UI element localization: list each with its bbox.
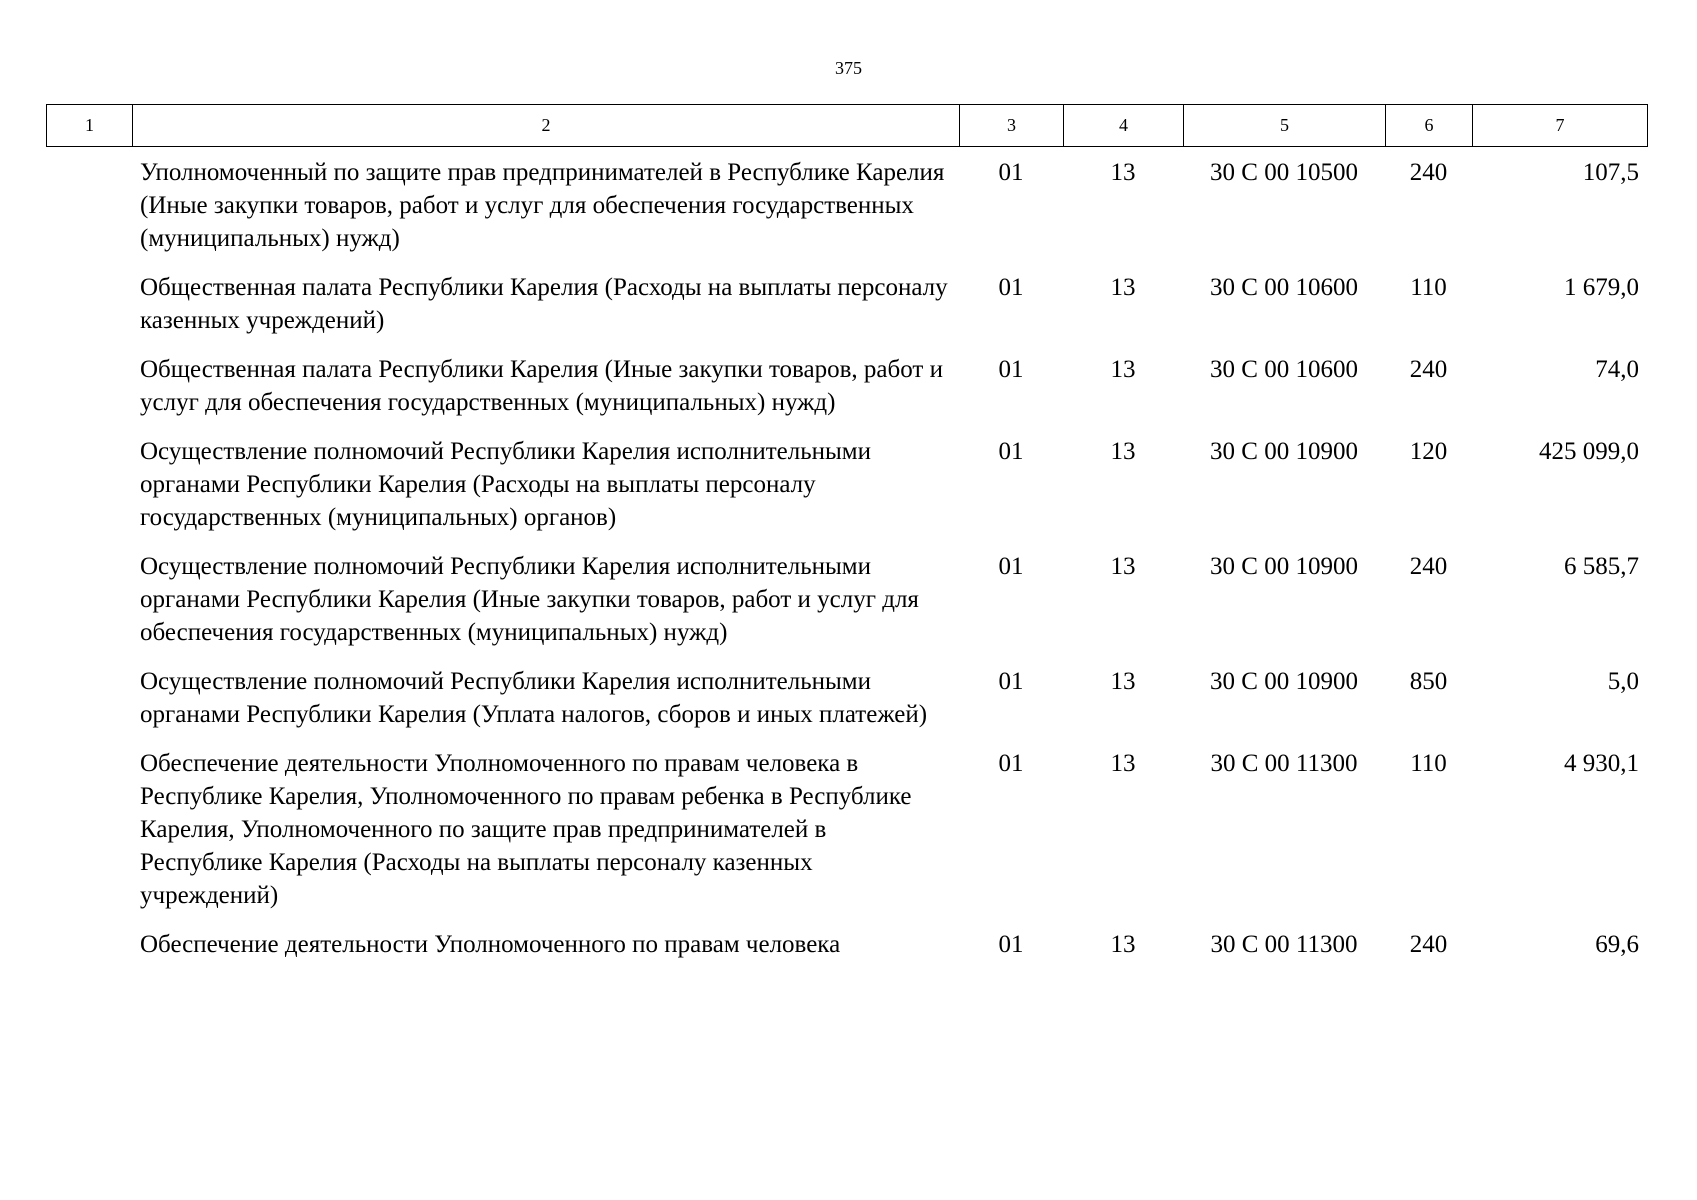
row-index-cell xyxy=(46,435,132,550)
table-row xyxy=(46,665,1647,747)
row-vr: 240 xyxy=(1409,159,1448,186)
row-index-cell xyxy=(46,156,132,271)
row-vr: 120 xyxy=(1409,438,1448,465)
table-row xyxy=(46,156,1647,271)
header-cell-1: 1 xyxy=(47,105,133,147)
row-rz: 01 xyxy=(998,668,1024,695)
header-cell-6: 6 xyxy=(1386,105,1473,147)
row-description: Осуществление полномочий Республики Карелия исполнительными органами Республики Карелия (Иные закупки товаров, работ и услуг для обеспечения государственных (муниципальных) нужд) xyxy=(140,553,919,646)
row-description: Общественная палата Республики Карелия (Расходы на выплаты персоналу казенных учреждений) xyxy=(140,274,948,334)
row-amount: 107,5 xyxy=(1582,159,1639,186)
row-amount: 69,6 xyxy=(1595,931,1639,958)
table-row xyxy=(46,271,1647,353)
row-amount: 1 679,0 xyxy=(1564,274,1639,301)
row-amount: 5,0 xyxy=(1607,668,1639,695)
row-description: Обеспечение деятельности Уполномоченного по правам человека в Республике Карелия, Уполномоченного по правам ребенка в Республике Карелия, Уполномоченного по защите прав предпринимателей в Республике Карелия (Расходы на выплаты персоналу казенных учреждений) xyxy=(140,750,912,909)
row-amount: 425 099,0 xyxy=(1539,438,1639,465)
row-index-cell xyxy=(46,271,132,353)
row-csr: 30 С 00 10500 xyxy=(1210,159,1358,186)
row-amount: 74,0 xyxy=(1595,356,1639,383)
row-pr: 13 xyxy=(1110,668,1136,695)
row-rz: 01 xyxy=(998,553,1024,580)
table-row xyxy=(46,928,1647,977)
row-vr: 240 xyxy=(1409,931,1448,958)
header-cell-4: 4 xyxy=(1064,105,1184,147)
table-row xyxy=(46,353,1647,435)
row-amount: 4 930,1 xyxy=(1564,750,1639,777)
header-cell-5: 5 xyxy=(1184,105,1386,147)
row-rz: 01 xyxy=(998,931,1024,958)
row-csr: 30 С 00 10900 xyxy=(1210,553,1358,580)
row-rz: 01 xyxy=(998,356,1024,383)
row-pr: 13 xyxy=(1110,553,1136,580)
row-pr: 13 xyxy=(1110,356,1136,383)
table-body xyxy=(46,156,1647,977)
row-csr: 30 С 00 11300 xyxy=(1210,931,1358,958)
row-description: Осуществление полномочий Республики Карелия исполнительными органами Республики Карелия (Уплата налогов, сборов и иных платежей) xyxy=(140,668,928,728)
row-csr: 30 С 00 11300 xyxy=(1210,750,1358,777)
row-description: Уполномоченный по защите прав предпринимателей в Республике Карелия (Иные закупки товаров, работ и услуг для обеспечения государственных (муниципальных) нужд) xyxy=(140,159,945,252)
row-rz: 01 xyxy=(998,750,1024,777)
header-cell-3: 3 xyxy=(960,105,1064,147)
row-vr: 110 xyxy=(1410,274,1447,301)
row-vr: 240 xyxy=(1409,553,1448,580)
row-csr: 30 С 00 10900 xyxy=(1210,668,1358,695)
row-description: Обеспечение деятельности Уполномоченного по правам человека xyxy=(140,931,841,958)
row-pr: 13 xyxy=(1110,931,1136,958)
row-rz: 01 xyxy=(998,438,1024,465)
row-rz: 01 xyxy=(998,159,1024,186)
header-row xyxy=(47,105,1648,147)
row-pr: 13 xyxy=(1110,750,1136,777)
row-vr: 850 xyxy=(1409,668,1448,695)
row-pr: 13 xyxy=(1110,438,1136,465)
row-rz: 01 xyxy=(998,274,1024,301)
row-vr: 240 xyxy=(1409,356,1448,383)
row-csr: 30 С 00 10600 xyxy=(1210,356,1358,383)
row-index-cell xyxy=(46,928,132,977)
row-index-cell xyxy=(46,665,132,747)
row-amount: 6 585,7 xyxy=(1564,553,1639,580)
table-row xyxy=(46,435,1647,550)
row-index-cell xyxy=(46,353,132,435)
row-vr: 110 xyxy=(1410,750,1447,777)
row-description: Общественная палата Республики Карелия (Иные закупки товаров, работ и услуг для обеспечения государственных (муниципальных) нужд) xyxy=(140,356,943,416)
header-cell-7: 7 xyxy=(1473,105,1648,147)
row-index-cell xyxy=(46,747,132,928)
table-row xyxy=(46,747,1647,928)
row-index-cell xyxy=(46,550,132,665)
header-cell-2: 2 xyxy=(133,105,960,147)
row-csr: 30 С 00 10900 xyxy=(1210,438,1358,465)
page-number: 375 xyxy=(835,58,862,78)
row-csr: 30 С 00 10600 xyxy=(1210,274,1358,301)
row-pr: 13 xyxy=(1110,159,1136,186)
table-row xyxy=(46,550,1647,665)
row-pr: 13 xyxy=(1110,274,1136,301)
table-header xyxy=(46,104,1648,147)
row-description: Осуществление полномочий Республики Карелия исполнительными органами Республики Карелия (Расходы на выплаты персоналу государственных (муниципальных) органов) xyxy=(140,438,871,531)
